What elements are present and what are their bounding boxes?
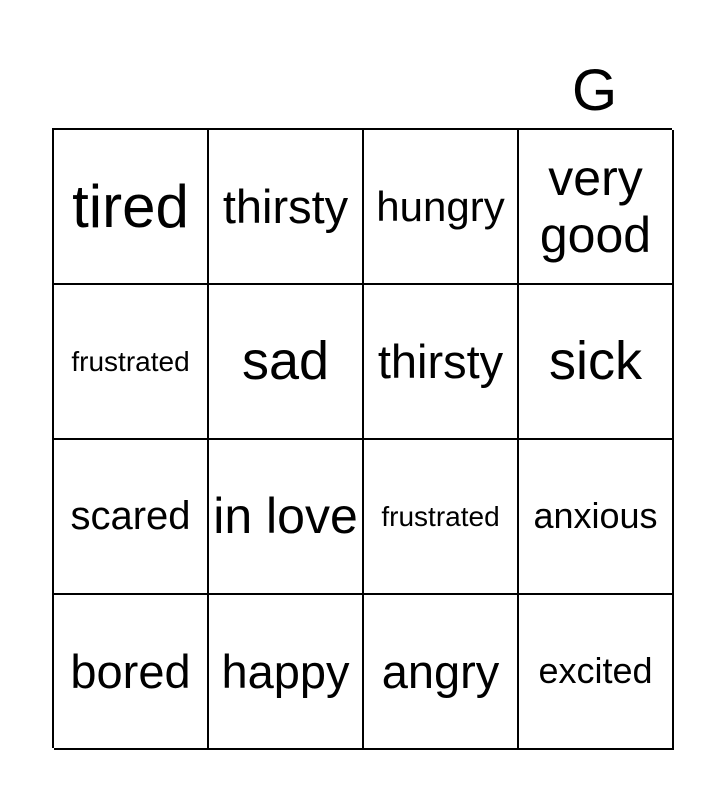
bingo-cell[interactable] xyxy=(209,285,364,440)
cell-text: sad xyxy=(241,330,330,391)
bingo-cell[interactable] xyxy=(209,440,364,595)
cell-text: very good xyxy=(539,150,652,263)
cell-text: frustrated xyxy=(381,500,500,532)
cell-text: excited xyxy=(538,650,653,692)
cell-text: in love xyxy=(213,488,358,545)
cell-text: thirsty xyxy=(377,334,504,388)
bingo-cell[interactable] xyxy=(519,595,674,750)
cell-text: sick xyxy=(549,330,642,391)
column-header-letter: G xyxy=(571,58,618,123)
cell-text: angry xyxy=(381,644,500,698)
bingo-cell[interactable] xyxy=(519,440,674,595)
bingo-cell[interactable] xyxy=(54,440,209,595)
cell-text: frustrated xyxy=(71,345,190,377)
cell-text: hungry xyxy=(376,182,505,230)
bingo-cell[interactable] xyxy=(209,130,364,285)
bingo-cell[interactable] xyxy=(54,130,209,285)
bingo-cell[interactable] xyxy=(54,285,209,440)
bingo-cell[interactable] xyxy=(519,130,674,285)
bingo-cell[interactable] xyxy=(519,285,674,440)
bingo-cell[interactable] xyxy=(54,595,209,750)
bingo-cell[interactable] xyxy=(364,130,519,285)
cell-text: scared xyxy=(70,493,191,538)
bingo-cell[interactable] xyxy=(364,285,519,440)
bingo-board xyxy=(52,128,672,748)
cell-text: thirsty xyxy=(222,179,349,233)
cell-text: tired xyxy=(72,172,189,240)
cell-text: anxious xyxy=(533,495,658,537)
bingo-cell[interactable] xyxy=(364,595,519,750)
bingo-cell[interactable] xyxy=(364,440,519,595)
cell-text: bored xyxy=(70,644,191,698)
bingo-cell[interactable] xyxy=(209,595,364,750)
cell-text: happy xyxy=(221,644,350,698)
